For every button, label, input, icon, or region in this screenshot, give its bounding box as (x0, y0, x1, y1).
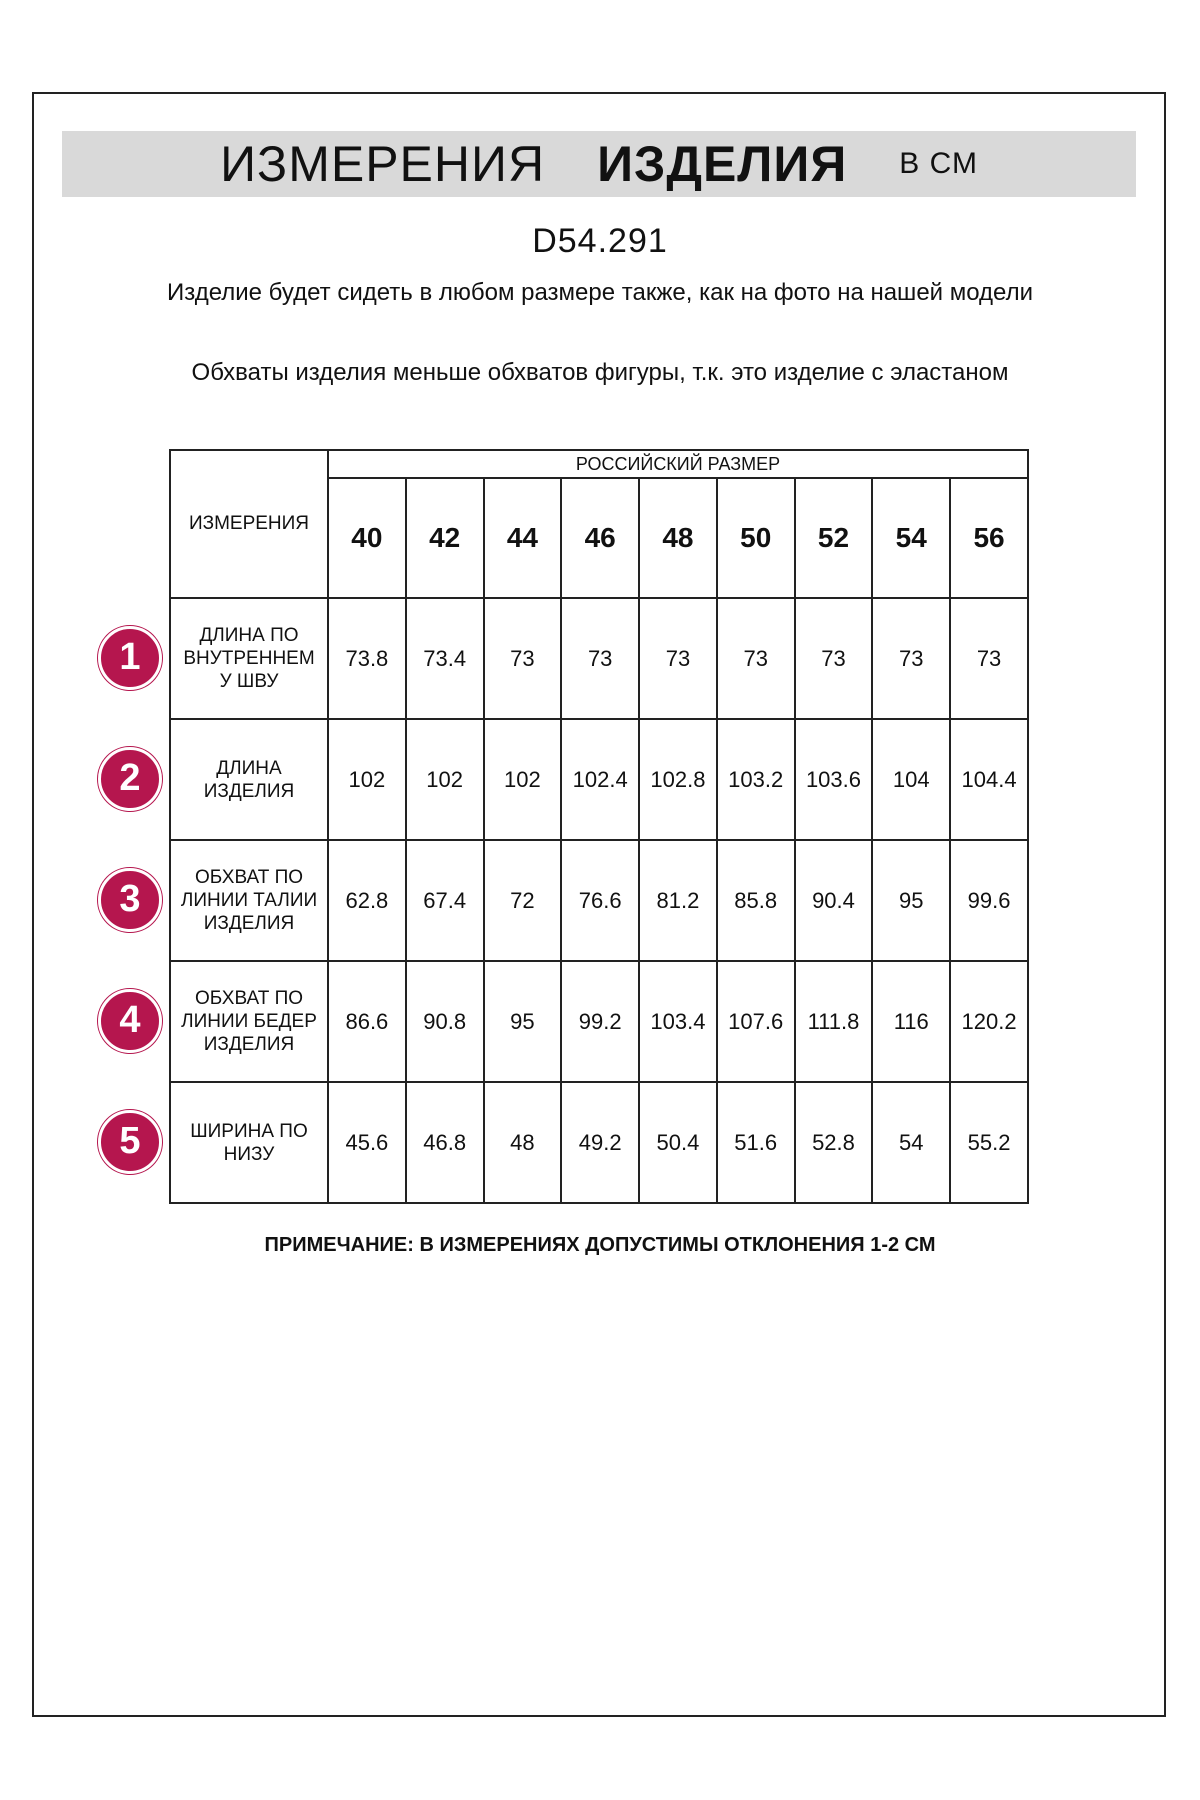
size-header-cell: 44 (484, 478, 562, 598)
row-label (170, 840, 328, 961)
row-label (170, 719, 328, 840)
size-header-cell: 56 (950, 478, 1028, 598)
value-cell: 99.2 (561, 961, 639, 1082)
value-cell: 90.4 (795, 840, 873, 961)
value-cell: 45.6 (328, 1082, 406, 1203)
value-cell: 104.4 (950, 719, 1028, 840)
value-cell: 72 (484, 840, 562, 961)
value-cell: 46.8 (406, 1082, 484, 1203)
row-label-line: ШИРИНА ПО (190, 1120, 308, 1142)
size-header-cell: 52 (795, 478, 873, 598)
value-cell: 73 (484, 598, 562, 719)
row-label-line: ВНУТРЕННЕМ (183, 648, 315, 669)
table-row (170, 961, 1028, 1082)
row-label-line: ИЗДЕЛИЯ (203, 1034, 295, 1055)
row-number-badge: 2 (98, 747, 162, 811)
row-number-badge: 3 (98, 868, 162, 932)
row-label (170, 961, 328, 1082)
size-header-cell: 54 (872, 478, 950, 598)
row-label (170, 598, 328, 719)
row-number-badge: 1 (98, 626, 162, 690)
title-part1: ИЗМЕРЕНИЯ (220, 136, 546, 192)
value-cell: 85.8 (717, 840, 795, 961)
value-cell: 104 (872, 719, 950, 840)
row-label (170, 1082, 328, 1203)
value-cell: 73 (950, 598, 1028, 719)
value-cell: 67.4 (406, 840, 484, 961)
row-label-line: ИЗДЕЛИЯ (203, 780, 295, 802)
row-number-badge: 5 (98, 1110, 162, 1174)
table-row (170, 840, 1028, 961)
value-cell: 99.6 (950, 840, 1028, 961)
value-cell: 102 (328, 719, 406, 840)
row-label-line: ДЛИНА (216, 757, 282, 779)
table-row (170, 719, 1028, 840)
value-cell: 103.4 (639, 961, 717, 1082)
row-label-line: ОБХВАТ ПО (194, 988, 304, 1009)
row-label-line: ЛИНИИ ТАЛИИ (180, 890, 318, 911)
value-cell: 103.2 (717, 719, 795, 840)
table-body (170, 598, 1028, 1203)
value-cell: 86.6 (328, 961, 406, 1082)
value-cell: 95 (484, 961, 562, 1082)
fit-note: Изделие будет сидеть в любом размере также, как на фото на нашей модели (166, 279, 1034, 306)
value-cell: 48 (484, 1082, 562, 1203)
size-header-cell: 46 (561, 478, 639, 598)
value-cell: 73 (639, 598, 717, 719)
product-code: D54.291 (532, 222, 668, 260)
value-cell: 73.8 (328, 598, 406, 719)
row-label-line: ОБХВАТ ПО (194, 867, 304, 888)
size-header-cell: 40 (328, 478, 406, 598)
value-cell: 73 (795, 598, 873, 719)
row-label-line: У ШВУ (219, 671, 279, 692)
value-cell: 111.8 (795, 961, 873, 1082)
value-cell: 103.6 (795, 719, 873, 840)
value-cell: 51.6 (717, 1082, 795, 1203)
value-cell: 52.8 (795, 1082, 873, 1203)
size-group-header: РОССИЙСКИЙ РАЗМЕР (328, 450, 1028, 478)
value-cell: 73 (872, 598, 950, 719)
size-table (169, 449, 1029, 1204)
row-label-line: ИЗДЕЛИЯ (203, 913, 295, 934)
row-label-line: ДЛИНА ПО (199, 625, 299, 646)
value-cell: 90.8 (406, 961, 484, 1082)
title-part2: ИЗДЕЛИЯ (597, 136, 848, 192)
row-label-line: ЛИНИИ БЕДЕР (181, 1011, 317, 1032)
value-cell: 49.2 (561, 1082, 639, 1203)
value-cell: 95 (872, 840, 950, 961)
size-header-cell: 48 (639, 478, 717, 598)
size-header-cell: 42 (406, 478, 484, 598)
value-cell: 50.4 (639, 1082, 717, 1203)
value-cell: 102.4 (561, 719, 639, 840)
value-cell: 81.2 (639, 840, 717, 961)
value-cell: 54 (872, 1082, 950, 1203)
measure-header: ИЗМЕРЕНИЯ (170, 450, 328, 598)
value-cell: 73 (561, 598, 639, 719)
value-cell: 102 (406, 719, 484, 840)
row-number-badge: 4 (98, 989, 162, 1053)
value-cell: 76.6 (561, 840, 639, 961)
value-cell: 73 (717, 598, 795, 719)
deviation-footnote: ПРИМЕЧАНИЕ: В ИЗМЕРЕНИЯХ ДОПУСТИМЫ ОТКЛОНЕНИЯ 1-2 СМ (264, 1234, 936, 1256)
row-label-line: НИЗУ (223, 1143, 275, 1165)
elastane-note: Обхваты изделия меньше обхватов фигуры, т.к. это изделие с эластаном (191, 359, 1009, 386)
value-cell: 102.8 (639, 719, 717, 840)
value-cell: 55.2 (950, 1082, 1028, 1203)
title-band (62, 131, 1136, 197)
value-cell: 62.8 (328, 840, 406, 961)
size-header-cell: 50 (717, 478, 795, 598)
table-row (170, 598, 1028, 719)
value-cell: 73.4 (406, 598, 484, 719)
value-cell: 120.2 (950, 961, 1028, 1082)
table-row (170, 1082, 1028, 1203)
title-unit: В СМ (899, 147, 978, 180)
value-cell: 102 (484, 719, 562, 840)
value-cell: 107.6 (717, 961, 795, 1082)
value-cell: 116 (872, 961, 950, 1082)
